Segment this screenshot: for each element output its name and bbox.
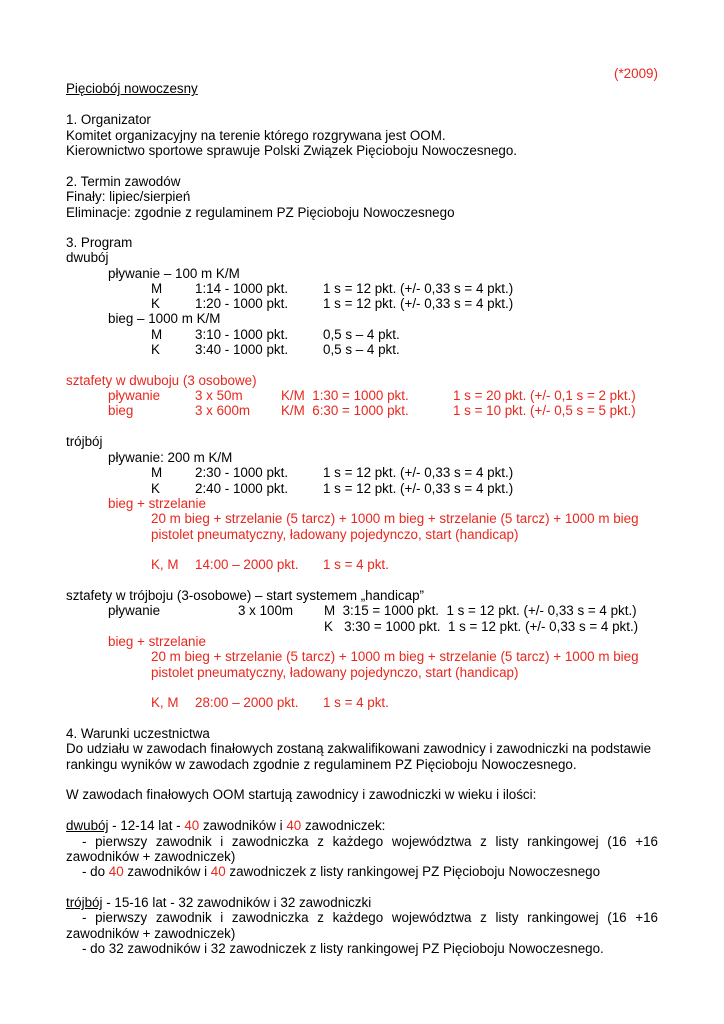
- dwuboj-label: dwubój: [66, 818, 109, 833]
- section-4-paragraph: Do udziału w zawodach finałowych zostaną zakwalifikowani zawodnicy i zawodniczki na podstawie: [66, 741, 652, 756]
- section-2-line: Finały: lipiec/sierpień: [66, 189, 191, 204]
- section-2-heading: 2. Termin zawodów: [66, 174, 181, 189]
- time-score: 3:10 - 1000 pkt.: [195, 327, 289, 342]
- sex-label: K: [151, 342, 160, 357]
- dwuboj-participants-line: [66, 818, 385, 834]
- sex-label: K: [151, 481, 160, 496]
- section-1-line: Kierownictwo sportowe sprawuje Polski Związek Pięcioboju Nowoczesnego.: [66, 143, 518, 158]
- sex-label: M: [151, 465, 163, 480]
- score-rule: 1 s = 12 pkt. (+/- 0,33 s = 4 pkt.): [323, 481, 514, 496]
- dwuboj-label: dwubój: [66, 250, 109, 265]
- trojboj-label: trójbój: [66, 434, 103, 449]
- section-1-heading: 1. Organizator: [66, 112, 151, 127]
- run-shoot-label: bieg + strzelanie: [108, 496, 206, 511]
- list-item: - pierwszy zawodnik i zawodniczka z każdego województwa z listy rankingowej (16 +16: [82, 834, 658, 849]
- swim-100-label: pływanie – 100 m K/M: [108, 266, 240, 281]
- text: zawodników i: [199, 818, 287, 833]
- year-tag: (*2009): [614, 66, 658, 81]
- run-shoot-description: 20 m bieg + strzelanie (5 tarcz) + 1000 m bieg + strzelanie (5 tarcz) + 1000 m bieg: [151, 511, 639, 526]
- list-item: - do 32 zawodników i 32 zawodniczek z listy rankingowej PZ Pięcioboju Nowoczesnego.: [82, 941, 604, 956]
- time-score: 2:30 - 1000 pkt.: [195, 465, 289, 480]
- time-score: 3:40 - 1000 pkt.: [195, 342, 289, 357]
- run-1000-label: bieg – 1000 m K/M: [108, 311, 221, 326]
- section-2-line: Eliminacje: zgodnie z regulaminem PZ Pięcioboju Nowoczesnego: [66, 205, 455, 220]
- relay-dwuboj-heading: sztafety w dwuboju (3 osobowe): [66, 373, 257, 388]
- score-rule: 1 s = 12 pkt. (+/- 0,33 s = 4 pkt.): [323, 296, 514, 311]
- count-value: 40: [286, 818, 302, 833]
- relay-distance: 3 x 600m: [195, 403, 251, 418]
- time-score: 2:40 - 1000 pkt.: [195, 481, 289, 496]
- relay-rule: 1 s = 20 pkt. (+/- 0,1 s = 2 pkt.): [453, 388, 636, 403]
- sex-label: K: [151, 296, 160, 311]
- relay-distance: 3 x 50m: [195, 388, 243, 403]
- relay-name: pływanie: [108, 603, 161, 618]
- relay-name: bieg: [108, 403, 134, 418]
- sex-label: M: [151, 281, 163, 296]
- time-score: 1:14 - 1000 pkt.: [195, 281, 289, 296]
- count-value: 40: [184, 818, 200, 833]
- time-score: 14:00 – 2000 pkt.: [195, 557, 299, 572]
- sex-label: K, M: [151, 557, 179, 572]
- run-shoot-description: 20 m bieg + strzelanie (5 tarcz) + 1000 m bieg + strzelanie (5 tarcz) + 1000 m bieg: [151, 649, 639, 664]
- relay-score-m: M 3:15 = 1000 pkt. 1 s = 12 pkt. (+/- 0,33 s = 4 pkt.): [324, 603, 637, 618]
- list-item: - pierwszy zawodnik i zawodniczka z każdego województwa z listy rankingowej (16 +16: [82, 910, 658, 925]
- section-4-heading: 4. Warunki uczestnictwa: [66, 726, 210, 741]
- score-rule: 0,5 s – 4 pkt.: [323, 342, 400, 357]
- run-shoot-description: pistolet pneumatyczny, ładowany pojedynczo, start (handicap): [151, 527, 519, 542]
- score-rule: 1 s = 4 pkt.: [323, 695, 389, 710]
- count-value: 40: [108, 864, 124, 879]
- time-score: 1:20 - 1000 pkt.: [195, 296, 289, 311]
- text: - 15-16 lat - 32 zawodników i 32 zawodniczki: [102, 895, 372, 910]
- text: - do: [82, 864, 109, 879]
- list-item-continuation: zawodników + zawodniczek): [66, 849, 236, 864]
- relay-trojboj-heading: sztafety w trójboju (3-osobowe) – start systemem „handicap”: [66, 588, 424, 603]
- text: zawodniczek z listy rankingowej PZ Pięcioboju Nowoczesnego: [225, 864, 601, 879]
- trojboj-participants-line: [66, 895, 371, 911]
- run-shoot-description: pistolet pneumatyczny, ładowany pojedynczo, start (handicap): [151, 665, 519, 680]
- relay-score: K/M 1:30 = 1000 pkt.: [281, 388, 409, 403]
- list-item-continuation: zawodników + zawodniczek): [66, 926, 236, 941]
- list-item: [82, 864, 600, 880]
- relay-distance: 3 x 100m: [238, 603, 294, 618]
- relay-name: pływanie: [108, 388, 161, 403]
- trojboj-label: trójbój: [66, 895, 103, 910]
- relay-rule: 1 s = 10 pkt. (+/- 0,5 s = 5 pkt.): [453, 403, 636, 418]
- section-4-paragraph: W zawodach finałowych OOM startują zawodnicy i zawodniczki w wieku i ilości:: [66, 787, 537, 802]
- section-4-paragraph: rankingu wyników w zawodach zgodnie z regulaminem PZ Pięcioboju Nowoczesnego.: [66, 757, 577, 772]
- sex-label: K, M: [151, 695, 179, 710]
- score-rule: 0,5 s – 4 pkt.: [323, 327, 400, 342]
- score-rule: 1 s = 12 pkt. (+/- 0,33 s = 4 pkt.): [323, 281, 514, 296]
- section-3-heading: 3. Program: [66, 235, 133, 250]
- sex-label: M: [151, 327, 163, 342]
- score-rule: 1 s = 12 pkt. (+/- 0,33 s = 4 pkt.): [323, 465, 514, 480]
- time-score: 28:00 – 2000 pkt.: [195, 695, 299, 710]
- document-title: Pięciobój nowoczesny: [66, 81, 198, 96]
- text: zawodniczek:: [301, 818, 386, 833]
- run-shoot-label: bieg + strzelanie: [108, 634, 206, 649]
- count-value: 40: [210, 864, 226, 879]
- section-1-line: Komitet organizacyjny na terenie którego rozgrywana jest OOM.: [66, 128, 446, 143]
- relay-score-k: K 3:30 = 1000 pkt. 1 s = 12 pkt. (+/- 0,33 s = 4 pkt.): [324, 619, 639, 634]
- swim-200-label: pływanie: 200 m K/M: [108, 450, 233, 465]
- score-rule: 1 s = 4 pkt.: [323, 557, 389, 572]
- text: - 12-14 lat -: [108, 818, 185, 833]
- text: zawodników i: [123, 864, 211, 879]
- relay-score: K/M 6:30 = 1000 pkt.: [281, 403, 409, 418]
